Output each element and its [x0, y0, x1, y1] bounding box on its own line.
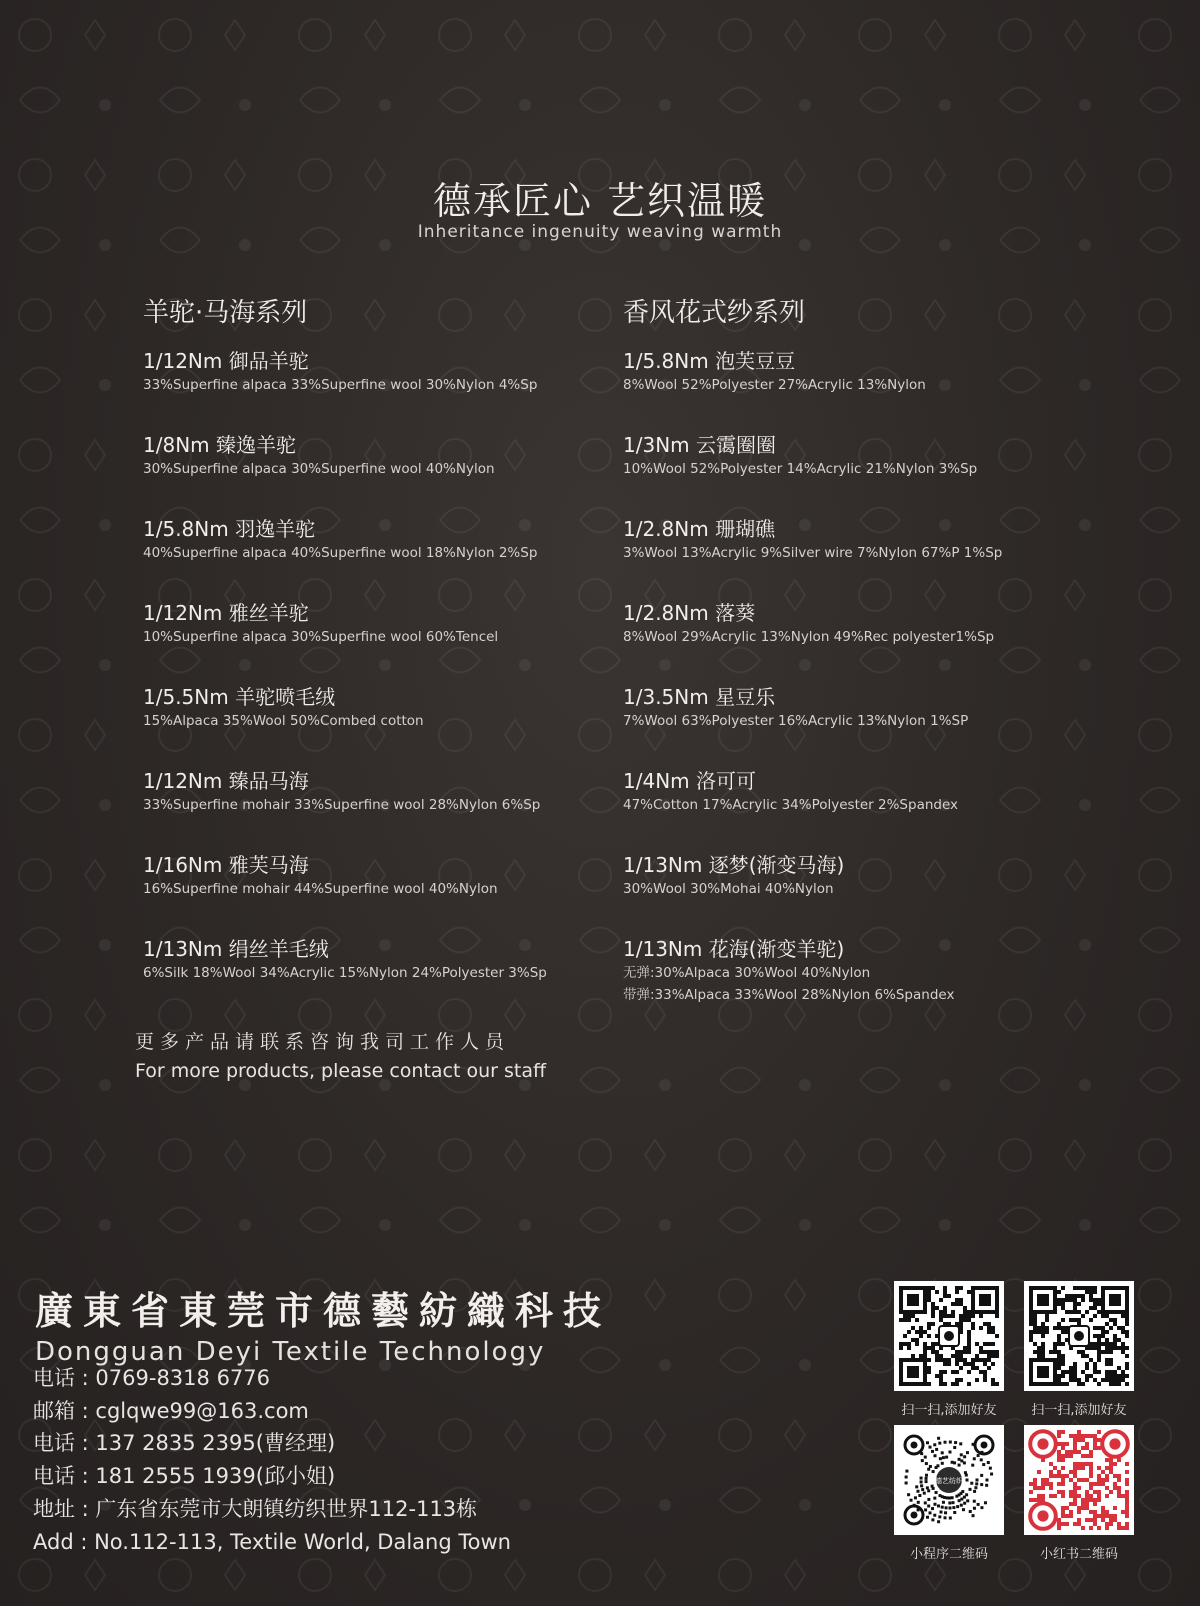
- product-name: 1/16Nm 雅芙马海: [143, 853, 309, 877]
- product-name: 1/5.8Nm 羽逸羊驼: [143, 517, 316, 541]
- product-item: [623, 432, 1093, 516]
- product-composition: 16%Superfine mohair 44%Superfine wool 40%Nylon: [143, 881, 498, 897]
- wechat-qr-block-2: [1024, 1281, 1134, 1418]
- series-title: 羊驼·马海系列: [143, 298, 308, 328]
- company-name-english: Dongguan Deyi Textile Technology: [35, 1337, 546, 1367]
- product-composition: 47%Cotton 17%Acrylic 34%Polyester 2%Spandex: [623, 797, 959, 813]
- product-composition: 6%Silk 18%Wool 34%Acrylic 15%Nylon 24%Polyester 3%Sp: [143, 965, 547, 981]
- product-composition: 40%Superfine alpaca 40%Superfine wool 18%Nylon 2%Sp: [143, 545, 538, 561]
- product-item: [143, 684, 613, 768]
- wechat-qr-code[interactable]: [1024, 1281, 1134, 1391]
- product-name: 1/5.8Nm 泡芙豆豆: [623, 349, 796, 373]
- wechat-qr-code[interactable]: [894, 1281, 1004, 1391]
- product-item: [143, 516, 613, 600]
- phone-ms-qiu: 电话 : 181 2555 1939(邱小姐): [33, 1464, 336, 1489]
- xiaohongshu-qr-code[interactable]: [1024, 1425, 1134, 1535]
- mini-program-qr-code[interactable]: [894, 1425, 1004, 1535]
- product-item: [623, 852, 1093, 936]
- qr-label: 小程序二维码: [909, 1547, 988, 1562]
- product-name: 1/2.8Nm 落葵: [623, 601, 756, 625]
- product-name: 1/8Nm 臻逸羊驼: [143, 433, 296, 457]
- phone-office: 电话 : 0769-8318 6776: [33, 1366, 271, 1390]
- address-chinese: 地址 : 广东省东莞市大朗镇纺织世界112-113栋: [33, 1496, 478, 1521]
- qr-pattern: [1024, 1425, 1134, 1535]
- mini-program-logo-text: 德艺纺织: [935, 1477, 963, 1485]
- address-english: Add : No.112-113, Textile World, Dalang Town: [33, 1529, 511, 1554]
- more-note-english: For more products, please contact our staff: [135, 1060, 547, 1082]
- qr-pattern: [1024, 1281, 1134, 1391]
- product-name: 1/13Nm 逐梦(渐变马海): [623, 853, 845, 877]
- product-composition: 8%Wool 29%Acrylic 13%Nylon 49%Rec polyester1%Sp: [623, 629, 995, 645]
- product-item: [623, 600, 1093, 684]
- product-name: 1/12Nm 雅丝羊驼: [143, 601, 309, 625]
- product-item: [143, 768, 613, 852]
- product-composition: 30%Superfine alpaca 30%Superfine wool 40%Nylon: [143, 461, 495, 477]
- product-name: 1/13Nm 绢丝羊毛绒: [143, 937, 329, 961]
- product-name: 1/12Nm 臻品马海: [143, 769, 309, 793]
- email: 邮箱 : cglqwe99@163.com: [33, 1398, 309, 1423]
- product-composition: 15%Alpaca 35%Wool 50%Combed cotton: [143, 713, 424, 729]
- qr-label: 扫一扫,添加好友: [1031, 1403, 1127, 1418]
- product-composition: 33%Superfine alpaca 33%Superfine wool 30%Nylon 4%Sp: [143, 377, 538, 393]
- contact-info: [33, 1362, 511, 1558]
- alpaca-mohair-series: [143, 292, 613, 1020]
- product-item: [623, 684, 1093, 768]
- series-title: 香风花式纱系列: [623, 298, 806, 328]
- fancy-yarn-series: [623, 292, 1093, 1036]
- slogan-english: Inheritance ingenuity weaving warmth: [417, 222, 783, 242]
- product-item: [623, 516, 1093, 600]
- slogan-chinese: 德承匠心 艺织温暖: [432, 179, 768, 223]
- company-name-block: [35, 1280, 611, 1367]
- product-item: [143, 348, 613, 432]
- product-composition: 10%Superfine alpaca 30%Superfine wool 60%Tencel: [143, 629, 499, 645]
- product-name: 1/5.5Nm 羊驼喷毛绒: [143, 685, 336, 709]
- product-composition: 无弹:30%Alpaca 30%Wool 40%Nylon: [623, 965, 871, 981]
- more-note-chinese: 更多产品请联系咨询我司工作人员: [135, 1031, 511, 1053]
- product-item: [143, 432, 613, 516]
- product-composition-alt: 带弹:33%Alpaca 33%Wool 28%Nylon 6%Spandex: [623, 987, 955, 1003]
- product-composition: 7%Wool 63%Polyester 16%Acrylic 13%Nylon 1%SP: [623, 713, 969, 729]
- qr-label: 小红书二维码: [1039, 1547, 1118, 1562]
- mini-program-qr-block: [894, 1425, 1004, 1562]
- qr-pattern: [894, 1425, 1004, 1535]
- product-item: [623, 348, 1093, 432]
- company-name-chinese: 廣東省東莞市德藝紡織科技: [35, 1288, 612, 1333]
- product-name: 1/3Nm 云霭圈圈: [623, 433, 776, 457]
- xiaohongshu-qr-block: [1024, 1425, 1134, 1562]
- phone-manager-cao: 电话 : 137 2835 2395(曹经理): [33, 1431, 336, 1456]
- product-composition: 10%Wool 52%Polyester 14%Acrylic 21%Nylon 3%Sp: [623, 461, 978, 477]
- product-item: [623, 936, 1093, 1036]
- product-item: [143, 852, 613, 936]
- product-name: 1/2.8Nm 珊瑚礁: [623, 517, 776, 541]
- product-composition: 3%Wool 13%Acrylic 9%Silver wire 7%Nylon 67%P 1%Sp: [623, 545, 1003, 561]
- product-name: 1/3.5Nm 星豆乐: [623, 685, 776, 709]
- product-item: [143, 936, 613, 1020]
- wechat-qr-block-1: [894, 1281, 1004, 1418]
- product-item: [143, 600, 613, 684]
- product-name: 1/12Nm 御品羊驼: [143, 349, 309, 373]
- product-composition: 8%Wool 52%Polyester 27%Acrylic 13%Nylon: [623, 377, 926, 393]
- more-products-note: [135, 1028, 546, 1086]
- product-composition: 33%Superfine mohair 33%Superfine wool 28%Nylon 6%Sp: [143, 797, 541, 813]
- qr-label: 扫一扫,添加好友: [901, 1403, 997, 1418]
- qr-pattern: [894, 1281, 1004, 1391]
- product-name: 1/13Nm 花海(渐变羊驼): [623, 937, 845, 961]
- product-composition: 30%Wool 30%Mohai 40%Nylon: [623, 881, 834, 897]
- product-name: 1/4Nm 洛可可: [623, 769, 756, 793]
- product-item: [623, 768, 1093, 852]
